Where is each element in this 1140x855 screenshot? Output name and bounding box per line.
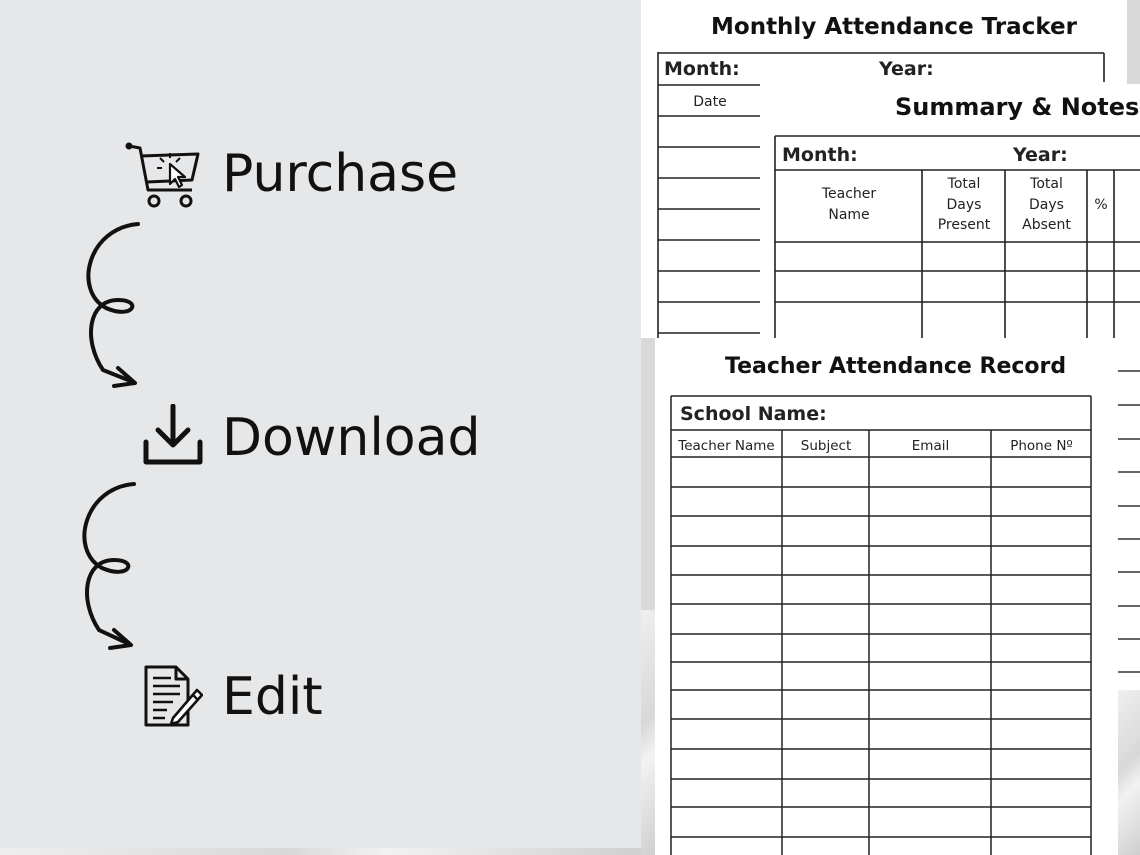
monthly-year-label: Year: [879, 58, 934, 80]
school-name-label: School Name: [680, 403, 827, 425]
summary-notes-title: Summary & Notes [895, 93, 1140, 121]
step-purchase-label: Purchase [222, 144, 459, 204]
curly-arrow-icon [74, 480, 144, 652]
record-header-subject: Subject [800, 438, 852, 454]
step-download-label: Download [222, 408, 481, 468]
monthly-month-label: Month: [664, 58, 740, 80]
monthly-tracker-title: Monthly Attendance Tracker [711, 14, 1077, 40]
monthly-date-header: Date [693, 94, 727, 110]
shopping-cart-icon [124, 140, 202, 215]
summary-header-days-present: Total Days Present [937, 176, 991, 233]
curly-arrow-icon [78, 220, 148, 390]
record-header-teacher-name: Teacher Name [678, 438, 775, 454]
teacher-record-grid [670, 395, 1092, 855]
marble-texture [0, 848, 641, 855]
record-header-email: Email [911, 438, 950, 454]
teacher-record-title: Teacher Attendance Record [725, 354, 1067, 379]
summary-header-percent: % [1094, 197, 1108, 213]
summary-header-teacher-name: Teacher Name [821, 186, 877, 223]
record-header-phone: Phone Nº [1010, 438, 1073, 454]
summary-month-label: Month: [782, 144, 858, 166]
document-edit-icon [143, 664, 203, 733]
summary-year-label: Year: [1013, 144, 1068, 166]
marble-texture [1118, 690, 1140, 855]
step-edit-label: Edit [222, 667, 323, 727]
background-sheet-lines [1118, 338, 1140, 690]
marble-texture [641, 610, 655, 855]
download-icon [142, 404, 204, 471]
summary-header-days-absent: Total Days Absent [1022, 176, 1071, 233]
